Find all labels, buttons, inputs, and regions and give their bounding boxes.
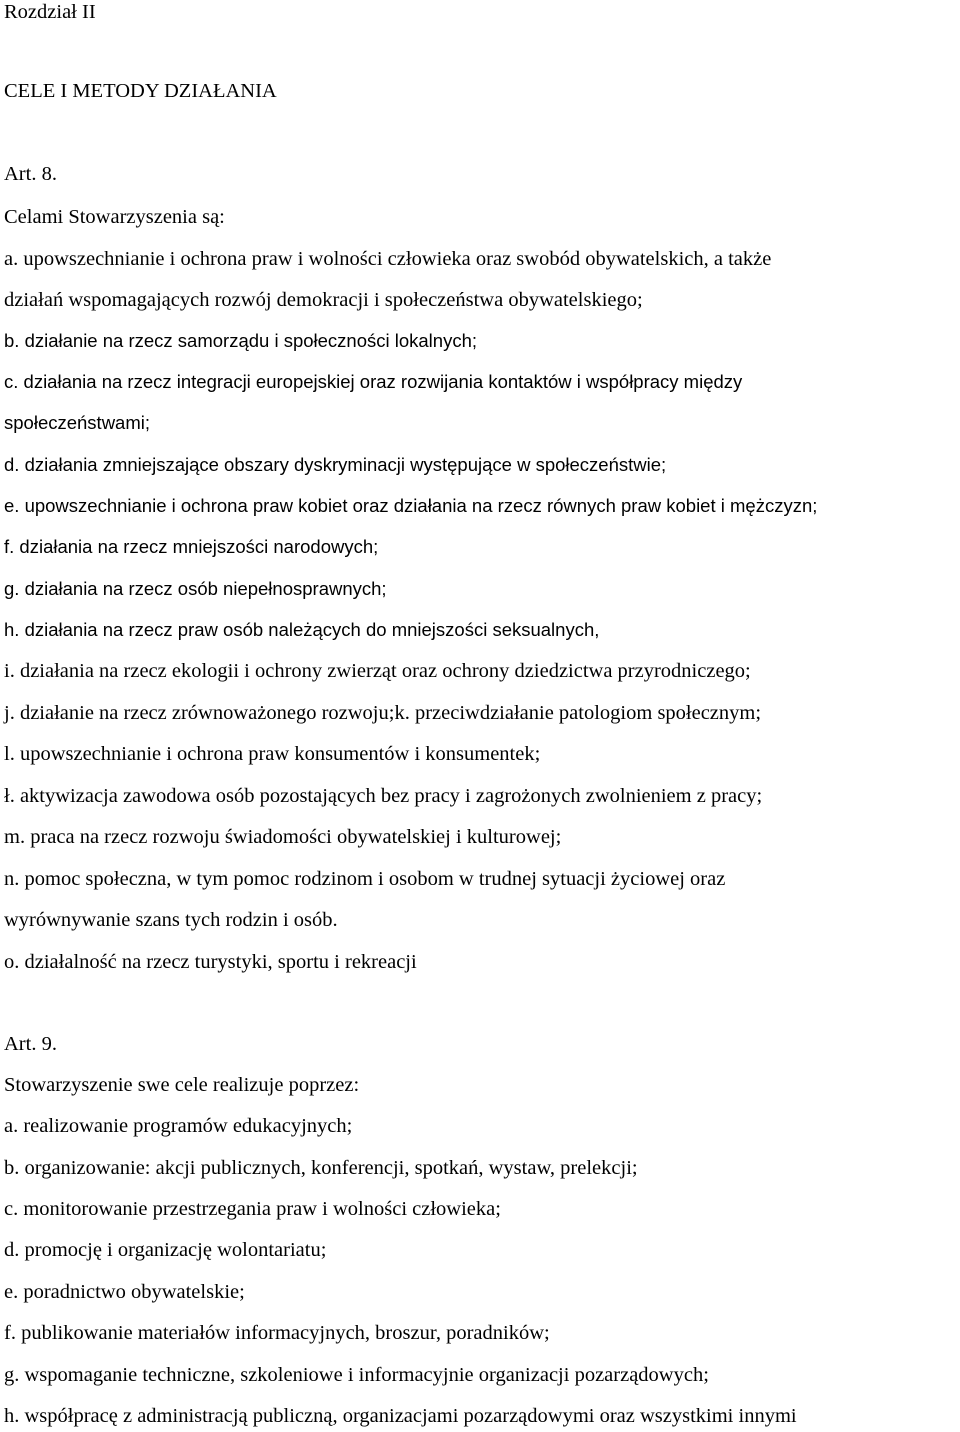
list-item: f. działania na rzecz mniejszości narodowych;	[4, 536, 379, 557]
chapter-heading: Rozdział II	[4, 1, 96, 23]
list-item: f. publikowanie materiałów informacyjnych, broszur, poradników;	[4, 1322, 550, 1344]
list-item: a. realizowanie programów edukacyjnych;	[4, 1115, 353, 1137]
list-item: d. promocję i organizację wolontariatu;	[4, 1239, 327, 1261]
article-heading: Art. 8.	[4, 163, 57, 185]
list-item: a. upowszechnianie i ochrona praw i wolności człowieka oraz swobód obywatelskich, a także	[4, 248, 772, 270]
list-item: o. działalność na rzecz turystyki, sportu i rekreacji	[4, 951, 417, 973]
list-item: g. działania na rzecz osób niepełnosprawnych;	[4, 578, 387, 599]
article-intro: Celami Stowarzyszenia są:	[4, 206, 225, 228]
list-item: d. działania zmniejszające obszary dyskryminacji występujące w społeczeństwie;	[4, 454, 667, 475]
list-item: c. monitorowanie przestrzegania praw i wolności człowieka;	[4, 1198, 501, 1220]
list-item-continuation: społeczeństwami;	[4, 412, 151, 433]
article-heading: Art. 9.	[4, 1033, 57, 1055]
list-item: ł. aktywizacja zawodowa osób pozostających bez pracy i zagrożonych zwolnieniem z pracy;	[4, 785, 763, 807]
list-item: h. działania na rzecz praw osób należących do mniejszości seksualnych,	[4, 619, 600, 640]
list-item: b. działanie na rzecz samorządu i społeczności lokalnych;	[4, 330, 478, 351]
list-item: g. wspomaganie techniczne, szkoleniowe i informacyjnie organizacji pozarządowych;	[4, 1364, 709, 1386]
list-item-continuation: wyrównywanie szans tych rodzin i osób.	[4, 909, 338, 931]
list-item: e. upowszechnianie i ochrona praw kobiet oraz działania na rzecz równych praw kobiet i mężczyzn;	[4, 495, 818, 516]
list-item: c. działania na rzecz integracji europejskiej oraz rozwijania kontaktów i współpracy między	[4, 371, 743, 392]
list-item: j. działanie na rzecz zrównoważonego rozwoju;k. przeciwdziałanie patologiom społecznym;	[4, 702, 762, 724]
list-item: b. organizowanie: akcji publicznych, konferencji, spotkań, wystaw, prelekcji;	[4, 1157, 638, 1179]
list-item: e. poradnictwo obywatelskie;	[4, 1281, 245, 1303]
article-intro: Stowarzyszenie swe cele realizuje poprzez:	[4, 1074, 360, 1096]
list-item-continuation: działań wspomagających rozwój demokracji i społeczeństwa obywatelskiego;	[4, 289, 643, 311]
chapter-title: CELE I METODY DZIAŁANIA	[4, 80, 277, 102]
list-item: l. upowszechnianie i ochrona praw konsumentów i konsumentek;	[4, 743, 541, 765]
list-item: m. praca na rzecz rozwoju świadomości obywatelskiej i kulturowej;	[4, 826, 562, 848]
list-item: n. pomoc społeczna, w tym pomoc rodzinom i osobom w trudnej sytuacji życiowej oraz	[4, 868, 726, 890]
list-item: i. działania na rzecz ekologii i ochrony zwierząt oraz ochrony dziedzictwa przyrodniczego;	[4, 660, 751, 682]
list-item: h. współpracę z administracją publiczną, organizacjami pozarządowymi oraz wszystkimi innymi	[4, 1405, 797, 1427]
